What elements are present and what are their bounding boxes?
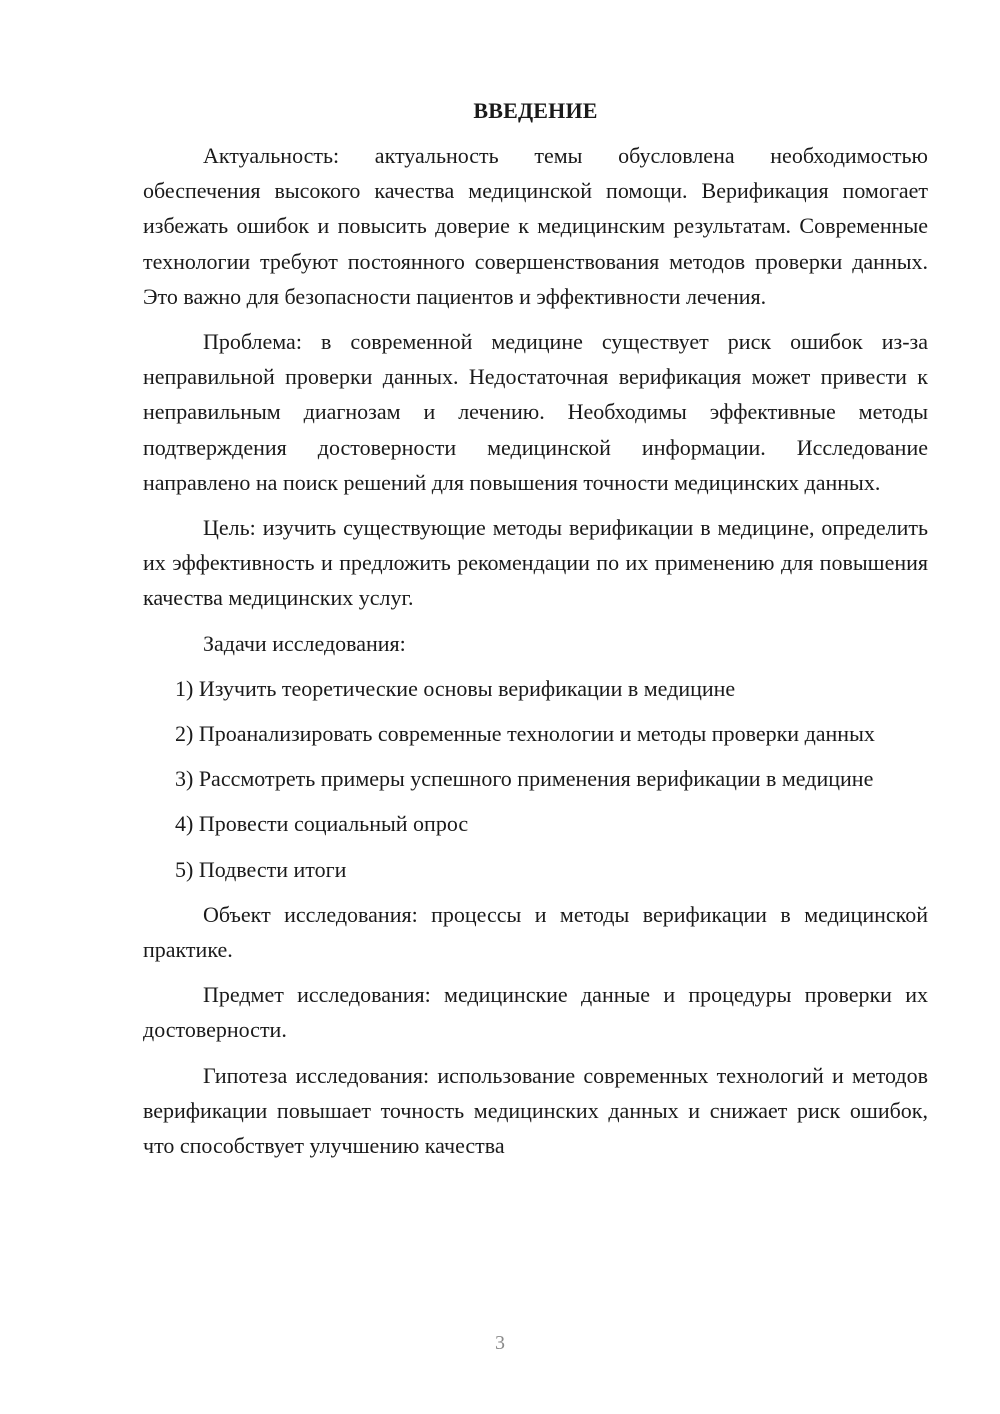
- task-item-5: 5) Подвести итоги: [175, 856, 347, 882]
- relevance-paragraph: Актуальность: актуальность темы обусловлена необходимостью обеспечения высокого качества медицинской помощи. Верификация помогает избежать ошибок и повысить доверие к медицинским результатам. Современные технологии требуют постоянного совершенствования методов проверки данных. Это важно для безопасности пациентов и эффективности лечения.: [143, 143, 928, 309]
- task-item-2: 2) Проанализировать современные технологии и методы проверки данных: [175, 721, 875, 747]
- tasks-label: Задачи исследования:: [203, 630, 406, 656]
- section-heading: ВВЕДЕНИЕ: [473, 98, 598, 123]
- goal-paragraph: Цель: изучить существующие методы верификации в медицине, определить их эффективность и предложить рекомендации по их применению для повышения качества медицинских услуг.: [143, 515, 928, 611]
- task-item-3: 3) Рассмотреть примеры успешного применения верификации в медицине: [175, 766, 874, 792]
- page-content: [143, 96, 928, 1173]
- hypothesis-paragraph: Гипотеза исследования: использование современных технологий и методов верификации повышает точность медицинских данных и снижает риск ошибок, что способствует улучшению качества: [143, 1062, 928, 1159]
- page-number: 3: [495, 1332, 505, 1354]
- task-item-1: 1) Изучить теоретические основы верификации в медицине: [175, 675, 736, 701]
- task-item-4: 4) Провести социальный опрос: [175, 811, 469, 837]
- subject-paragraph: Предмет исследования: медицинские данные и процедуры проверки их достоверности.: [143, 982, 928, 1043]
- object-paragraph: Объект исследования: процессы и методы верификации в медицинской практике.: [143, 901, 928, 963]
- problem-paragraph: Проблема: в современной медицине существует риск ошибок из-за неправильной проверки данных. Недостаточная верификация может привести к неправильным диагнозам и лечению. Необходимы эффективные методы подтверждения достоверности медицинской информации. Исследование направлено на поиск решений для повышения точности медицинских данных.: [143, 329, 928, 495]
